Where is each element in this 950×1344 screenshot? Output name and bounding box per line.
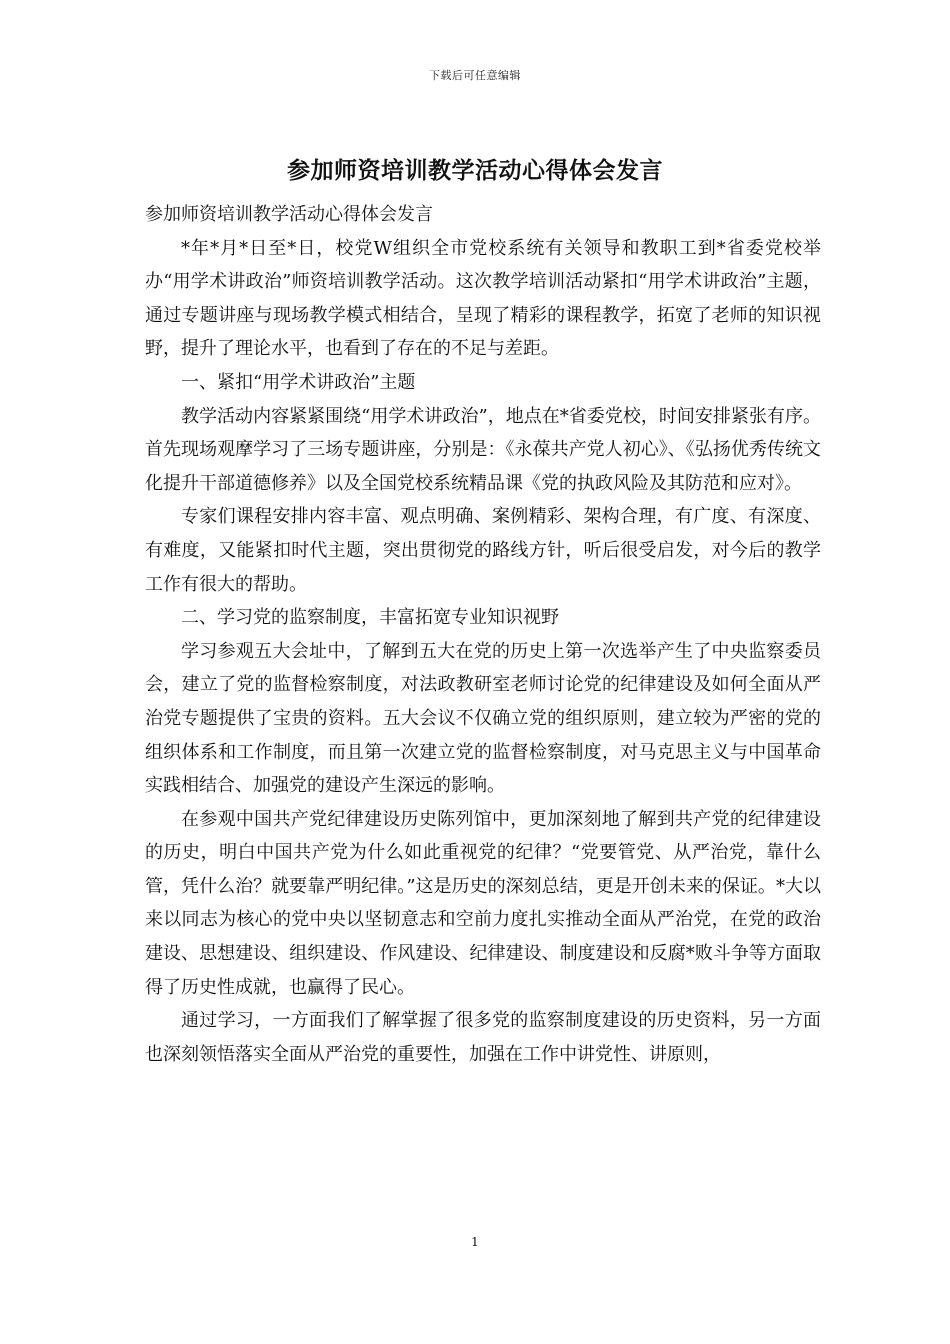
- section-heading: 二、学习党的监察制度，丰富拓宽专业知识视野: [181, 607, 559, 629]
- body-paragraph: 专家们课程安排内容丰富、观点明确、案例精彩、架构合理，有广度、有深度、有难度，又能紧扣时代主题，突出贯彻党的路线方针，听后很受启发，对今后的教学工作有很大的帮助。: [145, 506, 821, 595]
- page-number: 1: [471, 1235, 479, 1249]
- header-note: 下载后可任意编辑: [429, 69, 521, 82]
- body-paragraph: *年*月*日至*日，校党W组织全市党校系统有关领导和教职工到*省委党校举办“用学术讲政治”师资培训教学活动。这次教学培训活动紧扣“用学术讲政治”主题，通过专题讲座与现场教学模式相结合，呈现了精彩的课程教学，拓宽了老师的知识视野，提升了理论水平，也看到了存在的不足与差距。: [145, 237, 821, 360]
- body-paragraph: 通过学习，一方面我们了解掌握了很多党的监察制度建设的历史资料，另一方面也深刻领悟落实全面从严治党的重要性，加强在工作中讲党性、讲原则，: [145, 1010, 821, 1065]
- body-paragraph: 在参观中国共产党纪律建设历史陈列馆中，更加深刻地了解到共产党的纪律建设的历史，明白中国共产党为什么如此重视党的纪律？“党要管党、从严治党，靠什么管，凭什么治？就要靠严明纪律。”这是历史的深刻总结，更是开创未来的保证。*大以来以同志为核心的党中央以坚韧意志和空前力度扎实推动全面从严治党，在党的政治建设、思想建设、组织建设、作风建设、纪律建设、制度建设和反腐*败斗争等方面取得了历史性成就，也赢得了民心。: [145, 808, 821, 998]
- section-heading: 一、紧扣“用学术讲政治”主题: [181, 371, 416, 393]
- body-paragraph: 教学活动内容紧紧围绕“用学术讲政治”，地点在*省委党校，时间安排紧张有序。首先现场观摩学习了三场专题讲座，分别是：《永葆共产党人初心》、《弘扬优秀传统文化提升干部道德修养》以及全国党校系统精品课《党的执政风险及其防范和应对》。: [145, 405, 821, 494]
- subtitle-paragraph: 参加师资培训教学活动心得体会发言: [145, 204, 433, 225]
- body-paragraph: 学习参观五大会址中，了解到五大在党的历史上第一次选举产生了中央监察委员会，建立了党的监督检察制度，对法政教研室老师讨论党的纪律建设及如何全面从严治党专题提供了宝贵的资料。五大会议不仅确立党的组织原则，建立较为严密的党的组织体系和工作制度，而且第一次建立党的监督检察制度，对马克思主义与中国革命实践相结合、加强党的建设产生深远的影响。: [145, 640, 821, 797]
- document-title: 参加师资培训教学活动心得体会发言: [287, 157, 663, 184]
- document-body: [145, 198, 821, 1071]
